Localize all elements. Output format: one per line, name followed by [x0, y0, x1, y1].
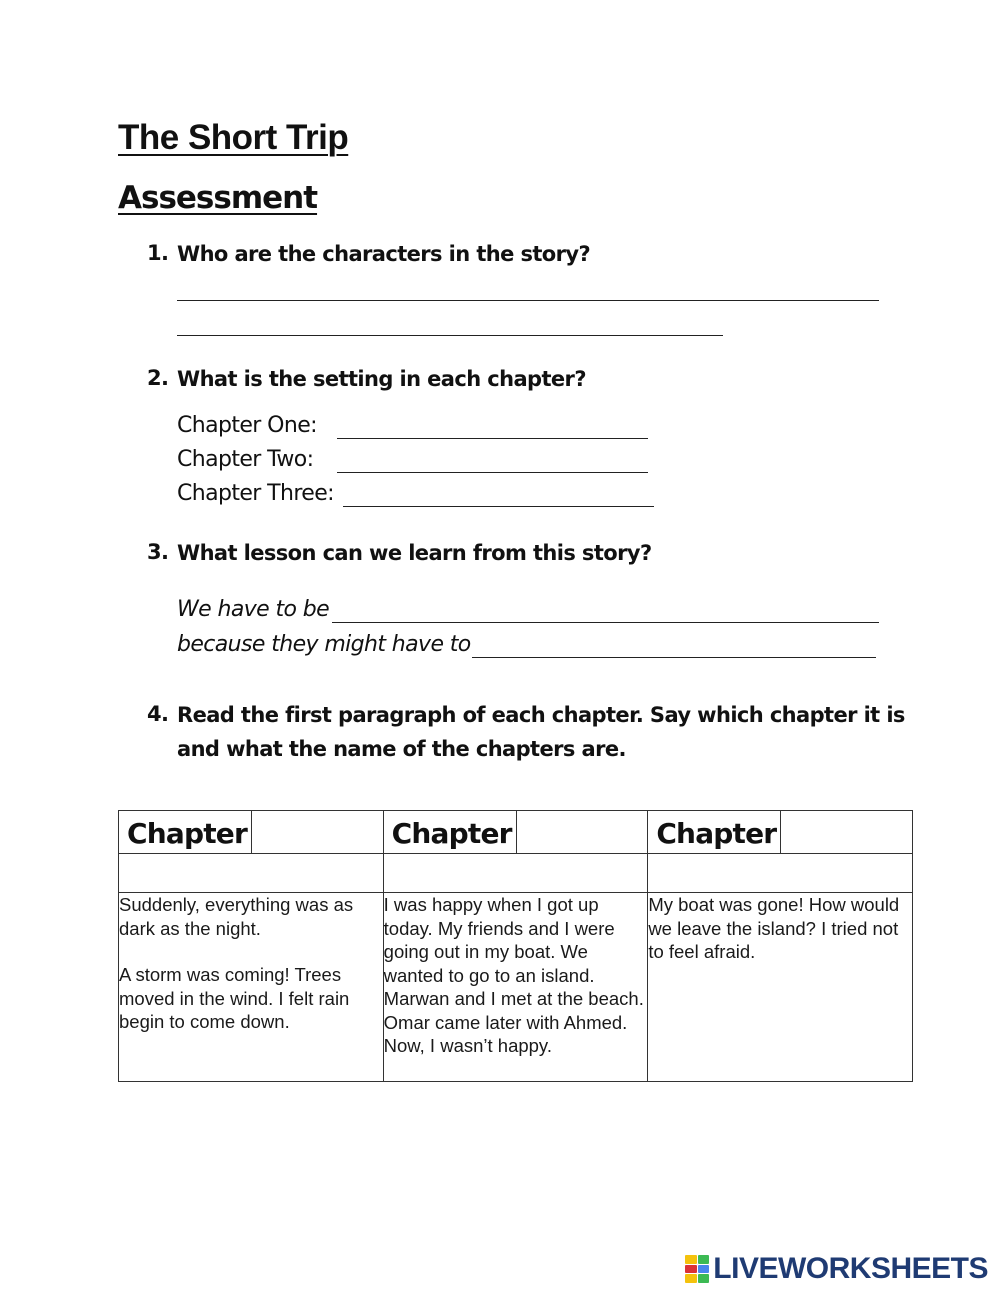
chapter-name-cell[interactable] [119, 854, 384, 893]
question-number: 4. [147, 702, 169, 726]
chapter-table [118, 810, 913, 1082]
chapter-number-box[interactable] [781, 811, 912, 853]
page-subtitle: Assessment [118, 180, 318, 216]
chapter-paragraph-cell [648, 893, 913, 1082]
paragraph-text: My boat was gone! How would we leave the island? I tried not to feel afraid. [648, 894, 900, 962]
chapter-header-cell [119, 811, 384, 854]
setting-answer-line[interactable] [343, 506, 654, 507]
question-text-line: Read the first paragraph of each chapter. Say which chapter it is [177, 703, 905, 727]
paragraph-text: I was happy when I got up today. My friends and I were going out in my boat. We wanted to go to an island. Marwan and I met at the beach. Omar came later with Ahmed. Now, I wasn’t happy. [383, 894, 644, 1056]
question-text-line: and what the name of the chapters are. [177, 737, 626, 761]
setting-answer-line[interactable] [337, 472, 648, 473]
chapter-name-cell[interactable] [648, 854, 913, 893]
question-text: Who are the characters in the story? [177, 242, 591, 266]
question-number: 2. [147, 366, 169, 390]
setting-label: Chapter Three: [177, 481, 334, 506]
liveworksheets-logo [685, 1252, 988, 1286]
chapter-header-cell [383, 811, 648, 854]
liveworksheets-logo-icon [685, 1255, 709, 1283]
question-text: What lesson can we learn from this story? [177, 541, 652, 565]
answer-line[interactable] [177, 335, 723, 336]
lesson-answer-line[interactable] [472, 657, 876, 658]
question-text: What is the setting in each chapter? [177, 367, 586, 391]
chapter-paragraph-cell [119, 893, 384, 1082]
lesson-prompt: because they might have to [177, 632, 471, 657]
paragraph-text: A storm was coming! Trees moved in the wind. I felt rain begin to come down. [119, 964, 350, 1032]
paragraph-text: Suddenly, everything was as dark as the night. [119, 894, 354, 939]
question-text [177, 698, 917, 766]
chapter-number-box[interactable] [517, 811, 648, 853]
chapter-number-box[interactable] [252, 811, 383, 853]
question-number: 3. [147, 540, 169, 564]
chapter-paragraph-cell [383, 893, 648, 1082]
chapter-header-label: Chapter [648, 811, 781, 853]
lesson-answer-line[interactable] [332, 622, 879, 623]
chapter-name-cell[interactable] [383, 854, 648, 893]
page-title: The Short Trip [118, 118, 349, 157]
setting-label: Chapter Two: [177, 447, 314, 472]
setting-answer-line[interactable] [337, 438, 648, 439]
logo-text: LIVEWORKSHEETS [713, 1252, 988, 1285]
question-number: 1. [147, 241, 169, 265]
lesson-prompt: We have to be [177, 597, 330, 622]
setting-label: Chapter One: [177, 413, 317, 438]
chapter-header-label: Chapter [119, 811, 252, 853]
answer-line[interactable] [177, 300, 879, 301]
chapter-header-cell [648, 811, 913, 854]
chapter-header-label: Chapter [384, 811, 517, 853]
